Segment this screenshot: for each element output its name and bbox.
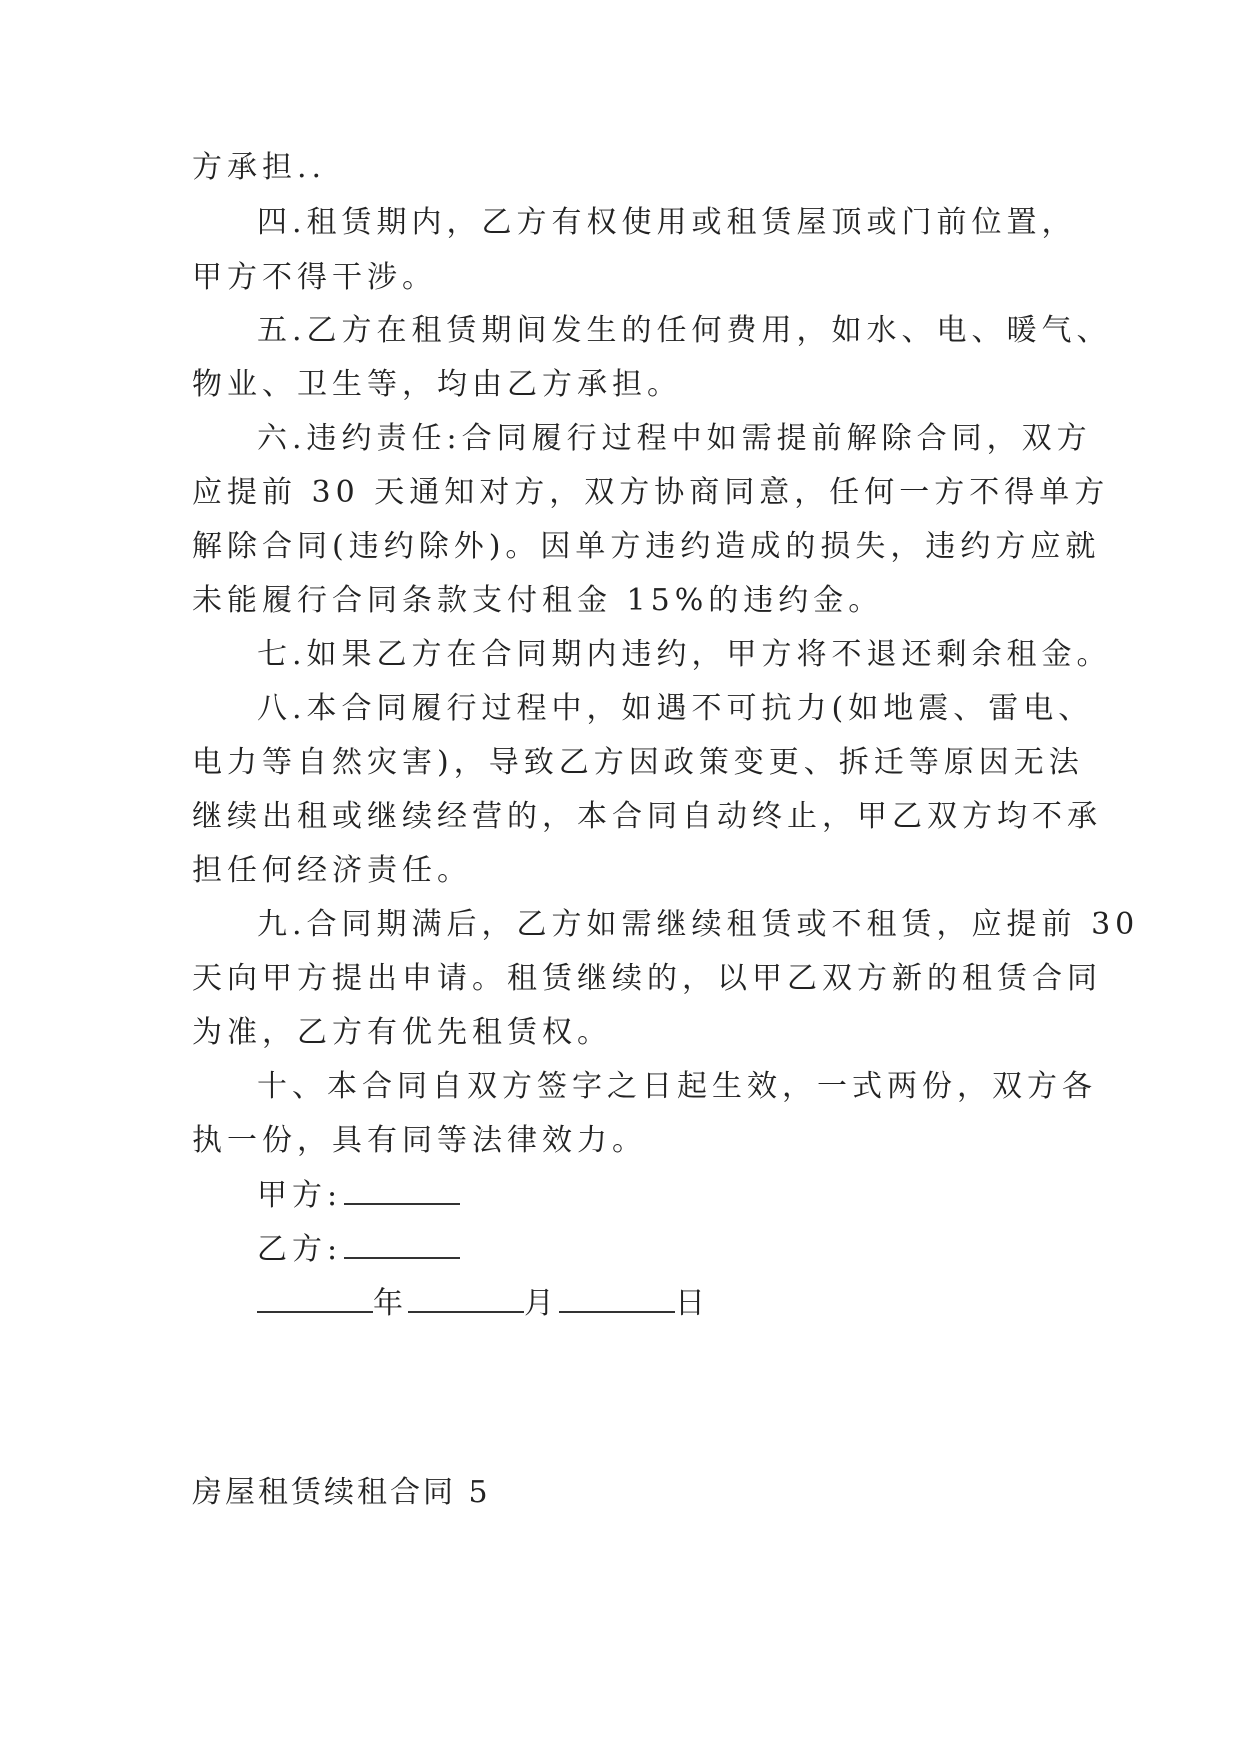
- month-blank: [408, 1285, 524, 1313]
- text-line: 物业、卫生等，均由乙方承担。: [192, 367, 682, 402]
- text-line: 八.本合同履行过程中，如遇不可抗力(如地震、雷电、: [257, 691, 1094, 726]
- text-line: 天向甲方提出申请。租赁继续的，以甲乙双方新的租赁合同: [192, 961, 1102, 996]
- party-b-signature: [257, 1231, 460, 1268]
- text-line: 为准，乙方有优先租赁权。: [192, 1015, 612, 1050]
- party-b-label: 乙方:: [257, 1232, 343, 1267]
- month-label: 月: [524, 1286, 559, 1321]
- text-line: 四.租赁期内，乙方有权使用或租赁屋顶或门前位置，: [257, 205, 1077, 240]
- text-line: 电力等自然灾害)，导致乙方因政策变更、拆迁等原因无法: [192, 745, 1084, 780]
- date-line: [257, 1285, 710, 1322]
- day-blank: [559, 1285, 675, 1313]
- text-line: 执一份，具有同等法律效力。: [192, 1123, 647, 1158]
- text-line: 六.违约责任:合同履行过程中如需提前解除合同，双方: [257, 421, 1092, 456]
- day-label: 日: [675, 1286, 710, 1321]
- year-blank: [257, 1285, 373, 1313]
- party-a-signature: [257, 1177, 460, 1214]
- party-b-signature-line: [344, 1231, 460, 1259]
- text-line: 解除合同(违约除外)。因单方违约造成的损失，违约方应就: [192, 529, 1101, 564]
- party-a-label: 甲方:: [257, 1178, 343, 1213]
- text-line: 担任何经济责任。: [192, 853, 472, 888]
- text-line: 继续出租或继续经营的，本合同自动终止，甲乙双方均不承: [192, 799, 1102, 834]
- next-section-heading: 房屋租赁续租合同 5: [192, 1475, 491, 1510]
- year-label: 年: [373, 1286, 408, 1321]
- text-line: 应提前 30 天通知对方，双方协商同意，任何一方不得单方: [192, 475, 1110, 510]
- text-line: 五.乙方在租赁期间发生的任何费用，如水、电、暖气、: [257, 313, 1112, 348]
- text-line: 七.如果乙方在合同期内违约，甲方将不退还剩余租金。: [257, 637, 1112, 672]
- text-line: 十、本合同自双方签字之日起生效，一式两份，双方各: [257, 1069, 1097, 1104]
- text-line: 九.合同期满后，乙方如需继续租赁或不租赁，应提前 30: [257, 907, 1140, 942]
- text-line: 甲方不得干涉。: [192, 260, 437, 295]
- party-a-signature-line: [344, 1177, 460, 1205]
- text-line: 未能履行合同条款支付租金 15%的违约金。: [192, 583, 884, 618]
- text-line: 方承担..: [192, 150, 327, 185]
